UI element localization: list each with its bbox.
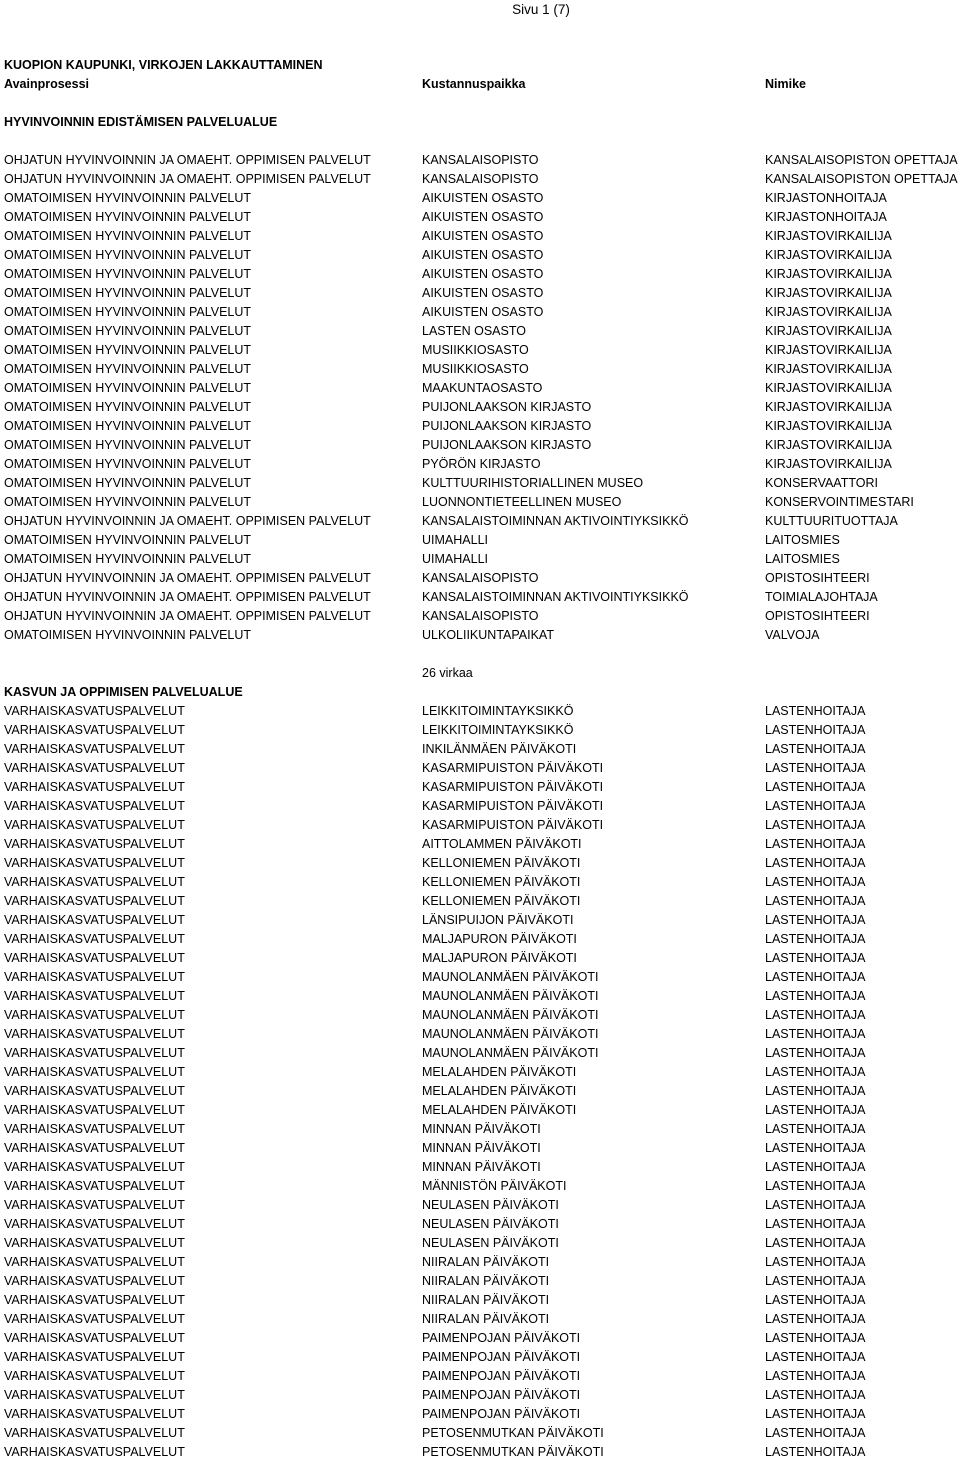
- cost-center-cell: PAIMENPOJAN PÄIVÄKOTI: [422, 1350, 581, 1364]
- table-row: [4, 474, 960, 493]
- title-cell: LASTENHOITAJA: [765, 818, 866, 832]
- table-row: [4, 569, 960, 588]
- table-row: [4, 1139, 960, 1158]
- cost-center-cell: AIKUISTEN OSASTO: [422, 210, 544, 224]
- process-cell: VARHAISKASVATUSPALVELUT: [4, 1445, 185, 1459]
- table-row: [4, 892, 960, 911]
- process-cell: VARHAISKASVATUSPALVELUT: [4, 818, 185, 832]
- process-cell: OMATOIMISEN HYVINVOINNIN PALVELUT: [4, 419, 252, 433]
- table-row: [4, 930, 960, 949]
- cost-center-cell: MELALAHDEN PÄIVÄKOTI: [422, 1084, 577, 1098]
- process-cell: VARHAISKASVATUSPALVELUT: [4, 1388, 185, 1402]
- table-row: [4, 1272, 960, 1291]
- process-cell: VARHAISKASVATUSPALVELUT: [4, 1179, 185, 1193]
- table-row: [4, 1234, 960, 1253]
- table-row: [4, 702, 960, 721]
- process-cell: VARHAISKASVATUSPALVELUT: [4, 761, 185, 775]
- cost-center-cell: INKILÄNMÄEN PÄIVÄKOTI: [422, 742, 577, 756]
- table-row: [4, 151, 960, 170]
- table-row: [4, 1082, 960, 1101]
- process-cell: VARHAISKASVATUSPALVELUT: [4, 1255, 185, 1269]
- table-row: [4, 797, 960, 816]
- process-cell: VARHAISKASVATUSPALVELUT: [4, 837, 185, 851]
- process-cell: OMATOIMISEN HYVINVOINNIN PALVELUT: [4, 381, 252, 395]
- title-cell: KULTTUURITUOTTAJA: [765, 514, 898, 528]
- process-cell: VARHAISKASVATUSPALVELUT: [4, 970, 185, 984]
- table-row: [4, 1063, 960, 1082]
- table-row: [4, 1253, 960, 1272]
- cost-center-cell: MALJAPURON PÄIVÄKOTI: [422, 932, 577, 946]
- process-cell: OMATOIMISEN HYVINVOINNIN PALVELUT: [4, 628, 252, 642]
- cost-center-cell: MUSIIKKIOSASTO: [422, 362, 529, 376]
- cost-center-cell: AIKUISTEN OSASTO: [422, 191, 544, 205]
- cost-center-cell: PAIMENPOJAN PÄIVÄKOTI: [422, 1369, 581, 1383]
- title-cell: KIRJASTOVIRKAILIJA: [765, 305, 892, 319]
- cost-center-cell: PAIMENPOJAN PÄIVÄKOTI: [422, 1388, 581, 1402]
- section2-heading: KASVUN JA OPPIMISEN PALVELUALUE: [4, 685, 243, 699]
- title-cell: LASTENHOITAJA: [765, 780, 866, 794]
- table-row: [4, 1215, 960, 1234]
- cost-center-cell: LASTEN OSASTO: [422, 324, 526, 338]
- process-cell: OMATOIMISEN HYVINVOINNIN PALVELUT: [4, 495, 252, 509]
- title-cell: LASTENHOITAJA: [765, 723, 866, 737]
- cost-center-cell: KANSALAISOPISTO: [422, 172, 539, 186]
- column-header-cost-center: Kustannuspaikka: [422, 77, 526, 91]
- cost-center-cell: MAUNOLANMÄEN PÄIVÄKOTI: [422, 1046, 599, 1060]
- table-row: [4, 873, 960, 892]
- table-row: [4, 721, 960, 740]
- table-row: [4, 170, 960, 189]
- title-cell: LASTENHOITAJA: [765, 704, 866, 718]
- table-row: [4, 1044, 960, 1063]
- title-cell: LASTENHOITAJA: [765, 894, 866, 908]
- cost-center-cell: KULTTUURIHISTORIALLINEN MUSEO: [422, 476, 644, 490]
- process-cell: VARHAISKASVATUSPALVELUT: [4, 1065, 185, 1079]
- column-header-title: Nimike: [765, 77, 806, 91]
- title-cell: LASTENHOITAJA: [765, 1388, 866, 1402]
- cost-center-cell: PUIJONLAAKSON KIRJASTO: [422, 419, 592, 433]
- process-cell: VARHAISKASVATUSPALVELUT: [4, 1331, 185, 1345]
- cost-center-cell: MAUNOLANMÄEN PÄIVÄKOTI: [422, 989, 599, 1003]
- process-cell: OMATOIMISEN HYVINVOINNIN PALVELUT: [4, 533, 252, 547]
- process-cell: OMATOIMISEN HYVINVOINNIN PALVELUT: [4, 476, 252, 490]
- process-cell: VARHAISKASVATUSPALVELUT: [4, 799, 185, 813]
- cost-center-cell: MINNAN PÄIVÄKOTI: [422, 1141, 541, 1155]
- table-row: [4, 968, 960, 987]
- cost-center-cell: KELLONIEMEN PÄIVÄKOTI: [422, 856, 581, 870]
- table-row: [4, 265, 960, 284]
- title-cell: OPISTOSIHTEERI: [765, 609, 870, 623]
- table-row: [4, 322, 960, 341]
- process-cell: VARHAISKASVATUSPALVELUT: [4, 1122, 185, 1136]
- table-row: [4, 531, 960, 550]
- process-cell: OHJATUN HYVINVOINNIN JA OMAEHT. OPPIMISEN PALVELUT: [4, 153, 371, 167]
- table-row: [4, 379, 960, 398]
- title-cell: LASTENHOITAJA: [765, 989, 866, 1003]
- title-cell: LASTENHOITAJA: [765, 1236, 866, 1250]
- process-cell: VARHAISKASVATUSPALVELUT: [4, 875, 185, 889]
- cost-center-cell: KASARMIPUISTON PÄIVÄKOTI: [422, 761, 604, 775]
- process-cell: VARHAISKASVATUSPALVELUT: [4, 704, 185, 718]
- table-row: [4, 208, 960, 227]
- process-cell: OMATOIMISEN HYVINVOINNIN PALVELUT: [4, 229, 252, 243]
- process-cell: VARHAISKASVATUSPALVELUT: [4, 1236, 185, 1250]
- cost-center-cell: MALJAPURON PÄIVÄKOTI: [422, 951, 577, 965]
- cost-center-cell: KASARMIPUISTON PÄIVÄKOTI: [422, 799, 604, 813]
- title-cell: LASTENHOITAJA: [765, 1027, 866, 1041]
- table-row: [4, 1120, 960, 1139]
- process-cell: VARHAISKASVATUSPALVELUT: [4, 1008, 185, 1022]
- process-cell: VARHAISKASVATUSPALVELUT: [4, 1160, 185, 1174]
- title-cell: KIRJASTOVIRKAILIJA: [765, 229, 892, 243]
- process-cell: VARHAISKASVATUSPALVELUT: [4, 932, 185, 946]
- title-cell: LASTENHOITAJA: [765, 1350, 866, 1364]
- title-cell: LASTENHOITAJA: [765, 1065, 866, 1079]
- title-cell: LASTENHOITAJA: [765, 1407, 866, 1421]
- document-body: [4, 56, 960, 1462]
- title-cell: LASTENHOITAJA: [765, 1160, 866, 1174]
- table-row: [4, 1177, 960, 1196]
- process-cell: OHJATUN HYVINVOINNIN JA OMAEHT. OPPIMISEN PALVELUT: [4, 590, 371, 604]
- process-cell: VARHAISKASVATUSPALVELUT: [4, 951, 185, 965]
- cost-center-cell: MUSIIKKIOSASTO: [422, 343, 529, 357]
- section1-total-row: [4, 664, 960, 683]
- cost-center-cell: NIIRALAN PÄIVÄKOTI: [422, 1255, 550, 1269]
- process-cell: VARHAISKASVATUSPALVELUT: [4, 1027, 185, 1041]
- table-row: [4, 1196, 960, 1215]
- table-row: [4, 1424, 960, 1443]
- table-row: [4, 493, 960, 512]
- table-row: [4, 778, 960, 797]
- process-cell: VARHAISKASVATUSPALVELUT: [4, 894, 185, 908]
- process-cell: VARHAISKASVATUSPALVELUT: [4, 780, 185, 794]
- cost-center-cell: NEULASEN PÄIVÄKOTI: [422, 1217, 559, 1231]
- process-cell: VARHAISKASVATUSPALVELUT: [4, 989, 185, 1003]
- title-cell: LAITOSMIES: [765, 552, 840, 566]
- cost-center-cell: PUIJONLAAKSON KIRJASTO: [422, 400, 592, 414]
- title-cell: KONSERVAATTORI: [765, 476, 878, 490]
- title-cell: KONSERVOINTIMESTARI: [765, 495, 914, 509]
- process-cell: VARHAISKASVATUSPALVELUT: [4, 1046, 185, 1060]
- cost-center-cell: KASARMIPUISTON PÄIVÄKOTI: [422, 780, 604, 794]
- process-cell: OHJATUN HYVINVOINNIN JA OMAEHT. OPPIMISEN PALVELUT: [4, 571, 371, 585]
- table-row: [4, 1367, 960, 1386]
- title-cell: LASTENHOITAJA: [765, 1255, 866, 1269]
- cost-center-cell: MINNAN PÄIVÄKOTI: [422, 1160, 541, 1174]
- cost-center-cell: LEIKKITOIMINTAYKSIKKÖ: [422, 704, 574, 718]
- title-cell: LASTENHOITAJA: [765, 875, 866, 889]
- title-cell: KIRJASTOVIRKAILIJA: [765, 362, 892, 376]
- table-row: [4, 360, 960, 379]
- title-cell: KIRJASTOVIRKAILIJA: [765, 419, 892, 433]
- title-cell: LASTENHOITAJA: [765, 1274, 866, 1288]
- cost-center-cell: MAUNOLANMÄEN PÄIVÄKOTI: [422, 970, 599, 984]
- table-row: [4, 436, 960, 455]
- title-cell: LASTENHOITAJA: [765, 742, 866, 756]
- title-cell: LASTENHOITAJA: [765, 837, 866, 851]
- title-cell: LASTENHOITAJA: [765, 1179, 866, 1193]
- title-cell: KIRJASTOVIRKAILIJA: [765, 400, 892, 414]
- table-row: [4, 1025, 960, 1044]
- cost-center-cell: ULKOLIIKUNTAPAIKAT: [422, 628, 554, 642]
- table-row: [4, 227, 960, 246]
- process-cell: OMATOIMISEN HYVINVOINNIN PALVELUT: [4, 343, 252, 357]
- column-header-row: [4, 75, 960, 94]
- title-cell: TOIMIALAJOHTAJA: [765, 590, 878, 604]
- table-row: [4, 417, 960, 436]
- process-cell: VARHAISKASVATUSPALVELUT: [4, 1274, 185, 1288]
- cost-center-cell: NIIRALAN PÄIVÄKOTI: [422, 1293, 550, 1307]
- cost-center-cell: AIKUISTEN OSASTO: [422, 267, 544, 281]
- process-cell: VARHAISKASVATUSPALVELUT: [4, 1217, 185, 1231]
- process-cell: VARHAISKASVATUSPALVELUT: [4, 742, 185, 756]
- title-cell: LASTENHOITAJA: [765, 1369, 866, 1383]
- title-cell: LASTENHOITAJA: [765, 799, 866, 813]
- title-cell: KANSALAISOPISTON OPETTAJA: [765, 153, 958, 167]
- table-row: [4, 1101, 960, 1120]
- table-row: [4, 607, 960, 626]
- table-row: [4, 1310, 960, 1329]
- title-cell: KIRJASTOVIRKAILIJA: [765, 267, 892, 281]
- table-row: [4, 455, 960, 474]
- process-cell: VARHAISKASVATUSPALVELUT: [4, 1103, 185, 1117]
- process-cell: OMATOIMISEN HYVINVOINNIN PALVELUT: [4, 362, 252, 376]
- table-row: [4, 1348, 960, 1367]
- process-cell: OMATOIMISEN HYVINVOINNIN PALVELUT: [4, 400, 252, 414]
- title-cell: KIRJASTOVIRKAILIJA: [765, 381, 892, 395]
- cost-center-cell: NEULASEN PÄIVÄKOTI: [422, 1198, 559, 1212]
- table-row: [4, 284, 960, 303]
- cost-center-cell: MAAKUNTAOSASTO: [422, 381, 543, 395]
- table-row: [4, 835, 960, 854]
- title-cell: LASTENHOITAJA: [765, 970, 866, 984]
- column-header-process: Avainprosessi: [4, 77, 89, 91]
- process-cell: OMATOIMISEN HYVINVOINNIN PALVELUT: [4, 552, 252, 566]
- cost-center-cell: UIMAHALLI: [422, 533, 488, 547]
- cost-center-cell: PETOSENMUTKAN PÄIVÄKOTI: [422, 1426, 604, 1440]
- cost-center-cell: AITTOLAMMEN PÄIVÄKOTI: [422, 837, 582, 851]
- cost-center-cell: LEIKKITOIMINTAYKSIKKÖ: [422, 723, 574, 737]
- cost-center-cell: KELLONIEMEN PÄIVÄKOTI: [422, 875, 581, 889]
- process-cell: VARHAISKASVATUSPALVELUT: [4, 1084, 185, 1098]
- table-row: [4, 626, 960, 645]
- cost-center-cell: KANSALAISTOIMINNAN AKTIVOINTIYKSIKKÖ: [422, 590, 689, 604]
- table-row: [4, 1291, 960, 1310]
- process-cell: VARHAISKASVATUSPALVELUT: [4, 1350, 185, 1364]
- cost-center-cell: MÄNNISTÖN PÄIVÄKOTI: [422, 1179, 567, 1193]
- process-cell: OMATOIMISEN HYVINVOINNIN PALVELUT: [4, 324, 252, 338]
- cost-center-cell: NIIRALAN PÄIVÄKOTI: [422, 1274, 550, 1288]
- table-row: [4, 911, 960, 930]
- cost-center-cell: AIKUISTEN OSASTO: [422, 229, 544, 243]
- title-cell: LASTENHOITAJA: [765, 1084, 866, 1098]
- table-row: [4, 246, 960, 265]
- cost-center-cell: PAIMENPOJAN PÄIVÄKOTI: [422, 1407, 581, 1421]
- table-row: [4, 341, 960, 360]
- cost-center-cell: NIIRALAN PÄIVÄKOTI: [422, 1312, 550, 1326]
- title-cell: LASTENHOITAJA: [765, 1217, 866, 1231]
- process-cell: OMATOIMISEN HYVINVOINNIN PALVELUT: [4, 248, 252, 262]
- title-cell: KIRJASTOVIRKAILIJA: [765, 324, 892, 338]
- title-cell: LASTENHOITAJA: [765, 951, 866, 965]
- table-row: [4, 1158, 960, 1177]
- table-row: [4, 949, 960, 968]
- title-cell: KIRJASTOVIRKAILIJA: [765, 286, 892, 300]
- cost-center-cell: MINNAN PÄIVÄKOTI: [422, 1122, 541, 1136]
- table-row: [4, 512, 960, 531]
- title-cell: LASTENHOITAJA: [765, 1122, 866, 1136]
- title-cell: KIRJASTOVIRKAILIJA: [765, 457, 892, 471]
- document-title: KUOPION KAUPUNKI, VIRKOJEN LAKKAUTTAMINEN: [4, 58, 323, 72]
- title-cell: LASTENHOITAJA: [765, 1426, 866, 1440]
- title-cell: KIRJASTONHOITAJA: [765, 210, 887, 224]
- process-cell: OMATOIMISEN HYVINVOINNIN PALVELUT: [4, 267, 252, 281]
- section2-rows: [4, 702, 960, 1462]
- title-cell: LASTENHOITAJA: [765, 1312, 866, 1326]
- cost-center-cell: MELALAHDEN PÄIVÄKOTI: [422, 1103, 577, 1117]
- title-cell: LASTENHOITAJA: [765, 1008, 866, 1022]
- cost-center-cell: KANSALAISOPISTO: [422, 609, 539, 623]
- cost-center-cell: LÄNSIPUIJON PÄIVÄKOTI: [422, 913, 574, 927]
- table-row: [4, 1006, 960, 1025]
- spacer: [4, 94, 960, 113]
- process-cell: OMATOIMISEN HYVINVOINNIN PALVELUT: [4, 438, 252, 452]
- section1-rows: [4, 151, 960, 645]
- section1-heading: HYVINVOINNIN EDISTÄMISEN PALVELUALUE: [4, 115, 278, 129]
- process-cell: VARHAISKASVATUSPALVELUT: [4, 1426, 185, 1440]
- title-cell: LASTENHOITAJA: [765, 1198, 866, 1212]
- cost-center-cell: KANSALAISTOIMINNAN AKTIVOINTIYKSIKKÖ: [422, 514, 689, 528]
- process-cell: VARHAISKASVATUSPALVELUT: [4, 1293, 185, 1307]
- title-cell: KIRJASTOVIRKAILIJA: [765, 248, 892, 262]
- process-cell: VARHAISKASVATUSPALVELUT: [4, 1407, 185, 1421]
- table-row: [4, 588, 960, 607]
- title-cell: OPISTOSIHTEERI: [765, 571, 870, 585]
- title-cell: LASTENHOITAJA: [765, 1141, 866, 1155]
- process-cell: VARHAISKASVATUSPALVELUT: [4, 723, 185, 737]
- page-number: Sivu 1 (7): [512, 2, 570, 17]
- title-cell: VALVOJA: [765, 628, 820, 642]
- title-cell: LASTENHOITAJA: [765, 913, 866, 927]
- process-cell: OHJATUN HYVINVOINNIN JA OMAEHT. OPPIMISEN PALVELUT: [4, 172, 371, 186]
- process-cell: OMATOIMISEN HYVINVOINNIN PALVELUT: [4, 286, 252, 300]
- title-cell: KIRJASTONHOITAJA: [765, 191, 887, 205]
- process-cell: VARHAISKASVATUSPALVELUT: [4, 1198, 185, 1212]
- cost-center-cell: PUIJONLAAKSON KIRJASTO: [422, 438, 592, 452]
- cost-center-cell: AIKUISTEN OSASTO: [422, 305, 544, 319]
- process-cell: OHJATUN HYVINVOINNIN JA OMAEHT. OPPIMISEN PALVELUT: [4, 609, 371, 623]
- cost-center-cell: PAIMENPOJAN PÄIVÄKOTI: [422, 1331, 581, 1345]
- title-cell: LASTENHOITAJA: [765, 1293, 866, 1307]
- process-cell: OMATOIMISEN HYVINVOINNIN PALVELUT: [4, 210, 252, 224]
- cost-center-cell: AIKUISTEN OSASTO: [422, 286, 544, 300]
- cost-center-cell: NEULASEN PÄIVÄKOTI: [422, 1236, 559, 1250]
- cost-center-cell: LUONNONTIETEELLINEN MUSEO: [422, 495, 622, 509]
- table-row: [4, 189, 960, 208]
- table-row: [4, 398, 960, 417]
- cost-center-cell: KANSALAISOPISTO: [422, 153, 539, 167]
- title-cell: LAITOSMIES: [765, 533, 840, 547]
- cost-center-cell: PETOSENMUTKAN PÄIVÄKOTI: [422, 1445, 604, 1459]
- cost-center-cell: MELALAHDEN PÄIVÄKOTI: [422, 1065, 577, 1079]
- table-row: [4, 1405, 960, 1424]
- spacer: [4, 645, 960, 664]
- table-row: [4, 740, 960, 759]
- table-row: [4, 550, 960, 569]
- process-cell: OHJATUN HYVINVOINNIN JA OMAEHT. OPPIMISEN PALVELUT: [4, 514, 371, 528]
- title-cell: LASTENHOITAJA: [765, 761, 866, 775]
- cost-center-cell: KASARMIPUISTON PÄIVÄKOTI: [422, 818, 604, 832]
- title-cell: LASTENHOITAJA: [765, 1331, 866, 1345]
- table-row: [4, 1329, 960, 1348]
- process-cell: VARHAISKASVATUSPALVELUT: [4, 913, 185, 927]
- table-row: [4, 303, 960, 322]
- table-row: [4, 854, 960, 873]
- section1-total: 26 virkaa: [422, 666, 473, 680]
- table-row: [4, 987, 960, 1006]
- process-cell: VARHAISKASVATUSPALVELUT: [4, 1312, 185, 1326]
- title-cell: KIRJASTOVIRKAILIJA: [765, 343, 892, 357]
- spacer: [4, 132, 960, 151]
- cost-center-cell: PYÖRÖN KIRJASTO: [422, 457, 541, 471]
- title-cell: LASTENHOITAJA: [765, 1103, 866, 1117]
- process-cell: VARHAISKASVATUSPALVELUT: [4, 1369, 185, 1383]
- title-cell: LASTENHOITAJA: [765, 856, 866, 870]
- cost-center-cell: KANSALAISOPISTO: [422, 571, 539, 585]
- cost-center-cell: MAUNOLANMÄEN PÄIVÄKOTI: [422, 1027, 599, 1041]
- process-cell: VARHAISKASVATUSPALVELUT: [4, 856, 185, 870]
- table-row: [4, 759, 960, 778]
- title-cell: LASTENHOITAJA: [765, 932, 866, 946]
- process-cell: OMATOIMISEN HYVINVOINNIN PALVELUT: [4, 191, 252, 205]
- cost-center-cell: UIMAHALLI: [422, 552, 488, 566]
- cost-center-cell: MAUNOLANMÄEN PÄIVÄKOTI: [422, 1008, 599, 1022]
- table-row: [4, 816, 960, 835]
- table-row: [4, 1443, 960, 1462]
- title-cell: KANSALAISOPISTON OPETTAJA: [765, 172, 958, 186]
- title-cell: LASTENHOITAJA: [765, 1445, 866, 1459]
- title-cell: LASTENHOITAJA: [765, 1046, 866, 1060]
- process-cell: OMATOIMISEN HYVINVOINNIN PALVELUT: [4, 457, 252, 471]
- process-cell: VARHAISKASVATUSPALVELUT: [4, 1141, 185, 1155]
- process-cell: OMATOIMISEN HYVINVOINNIN PALVELUT: [4, 305, 252, 319]
- cost-center-cell: KELLONIEMEN PÄIVÄKOTI: [422, 894, 581, 908]
- cost-center-cell: AIKUISTEN OSASTO: [422, 248, 544, 262]
- title-cell: KIRJASTOVIRKAILIJA: [765, 438, 892, 452]
- table-row: [4, 1386, 960, 1405]
